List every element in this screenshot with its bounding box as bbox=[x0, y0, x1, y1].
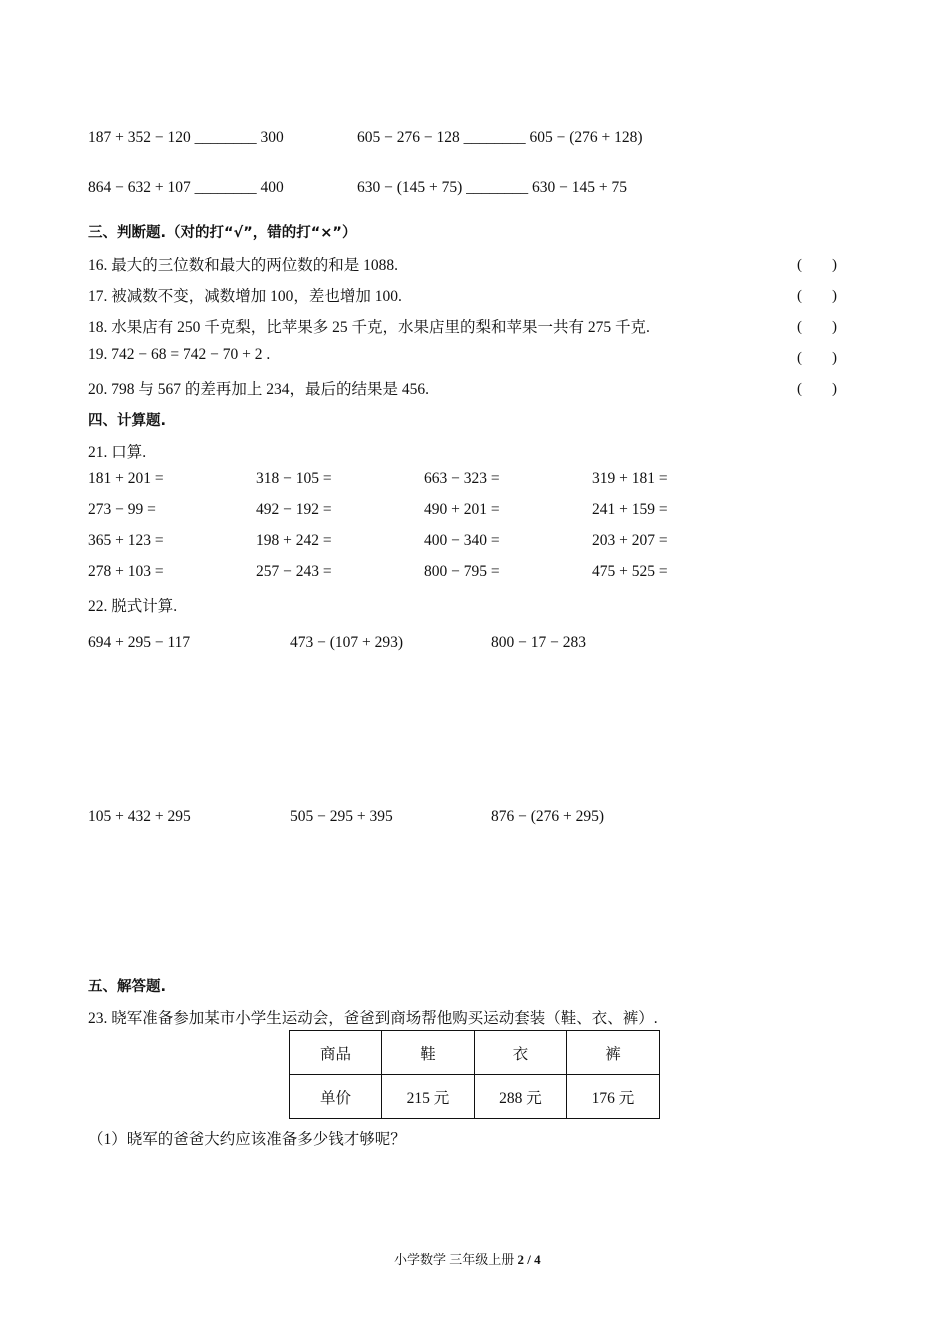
answer-bracket-17[interactable]: ( ) bbox=[797, 288, 837, 304]
section-3-title: 三、判断题.（对的打“√”，错的打“×”） bbox=[88, 225, 357, 241]
stepwise-1-3: 800 − 17 − 283 bbox=[491, 634, 586, 651]
page-number: 2 / 4 bbox=[517, 1252, 541, 1267]
oral-1-1: 181 + 201 = bbox=[88, 470, 164, 487]
section-5-title: 五、解答题. bbox=[88, 979, 167, 995]
section-4-title: 四、计算题. bbox=[88, 413, 167, 429]
oral-4-2: 257 − 243 = bbox=[256, 563, 332, 580]
oral-2-2: 492 − 192 = bbox=[256, 501, 332, 518]
oral-4-4: 475 + 525 = bbox=[592, 563, 668, 580]
compare-1a: 187 + 352 − 120 ________ 300 bbox=[88, 129, 284, 146]
compare-2b: 630 − (145 + 75) ________ 630 − 145 + 75 bbox=[357, 179, 628, 196]
question-21: 21. 口算. bbox=[88, 444, 147, 461]
judge-item-19: 19. 742 − 68 = 742 − 70 + 2 . bbox=[88, 346, 271, 363]
answer-bracket-16[interactable]: ( ) bbox=[797, 257, 837, 273]
oral-2-4: 241 + 159 = bbox=[592, 501, 668, 518]
compare-1b: 605 − 276 − 128 ________ 605 − (276 + 128) bbox=[357, 129, 643, 146]
oral-3-3: 400 − 340 = bbox=[424, 532, 500, 549]
stepwise-2-1: 105 + 432 + 295 bbox=[88, 808, 191, 825]
price-table bbox=[289, 1030, 660, 1119]
oral-3-2: 198 + 242 = bbox=[256, 532, 332, 549]
stepwise-2-2: 505 − 295 + 395 bbox=[290, 808, 393, 825]
table-cell: 288 元 bbox=[475, 1075, 567, 1119]
oral-4-1: 278 + 103 = bbox=[88, 563, 164, 580]
stepwise-1-1: 694 + 295 − 117 bbox=[88, 634, 191, 651]
page-footer bbox=[394, 1249, 541, 1268]
table-cell: 单价 bbox=[290, 1075, 382, 1119]
stepwise-2-3: 876 − (276 + 295) bbox=[491, 808, 605, 825]
oral-1-3: 663 − 323 = bbox=[424, 470, 500, 487]
judge-item-20: 20. 798 与 567 的差再加上 234，最后的结果是 456. bbox=[88, 381, 430, 398]
answer-bracket-20[interactable]: ( ) bbox=[797, 381, 837, 397]
answer-bracket-18[interactable]: ( ) bbox=[797, 319, 837, 335]
table-header-cell: 裤 bbox=[567, 1031, 660, 1075]
answer-bracket-19[interactable]: ( ) bbox=[797, 350, 837, 366]
sub-question-1: （1）晓军的爸爸大约应该准备多少钱才够呢？ bbox=[88, 1131, 406, 1148]
oral-3-4: 203 + 207 = bbox=[592, 532, 668, 549]
compare-2a: 864 − 632 + 107 ________ 400 bbox=[88, 179, 284, 196]
oral-3-1: 365 + 123 = bbox=[88, 532, 164, 549]
table-header-cell: 鞋 bbox=[382, 1031, 475, 1075]
table-header-cell: 衣 bbox=[475, 1031, 567, 1075]
question-22: 22. 脱式计算. bbox=[88, 598, 178, 615]
footer-text: 小学数学 三年级上册 bbox=[394, 1252, 518, 1267]
oral-1-4: 319 + 181 = bbox=[592, 470, 668, 487]
stepwise-1-2: 473 − (107 + 293) bbox=[290, 634, 404, 651]
oral-1-2: 318 − 105 = bbox=[256, 470, 332, 487]
table-header-cell: 商品 bbox=[290, 1031, 382, 1075]
judge-item-16: 16. 最大的三位数和最大的两位数的和是 1088. bbox=[88, 257, 399, 274]
judge-item-18: 18. 水果店有 250 千克梨，比苹果多 25 千克，水果店里的梨和苹果一共有 275 千克. bbox=[88, 319, 650, 336]
table-cell: 215 元 bbox=[382, 1075, 475, 1119]
question-23: 23. 晓军准备参加某市小学生运动会，爸爸到商场帮他购买运动套装（鞋、衣、裤）. bbox=[88, 1010, 658, 1027]
table-row bbox=[290, 1075, 660, 1119]
oral-4-3: 800 − 795 = bbox=[424, 563, 500, 580]
judge-item-17: 17. 被减数不变，减数增加 100，差也增加 100. bbox=[88, 288, 402, 305]
oral-2-3: 490 + 201 = bbox=[424, 501, 500, 518]
table-cell: 176 元 bbox=[567, 1075, 660, 1119]
oral-2-1: 273 − 99 = bbox=[88, 501, 156, 518]
table-row bbox=[290, 1031, 660, 1075]
